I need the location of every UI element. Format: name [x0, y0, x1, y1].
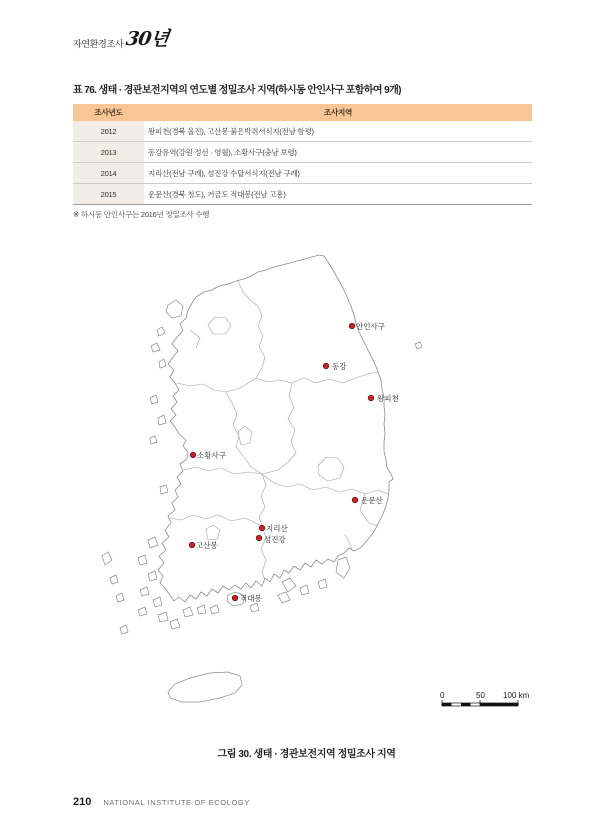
- table-row: [73, 163, 532, 184]
- korea-survey-map: [90, 245, 540, 720]
- series-title: 자연환경조사: [73, 39, 124, 49]
- areas-cell: 운문산(경북 청도), 거금도 적대봉(전남 고흥): [144, 184, 532, 205]
- svg-text:왕피천: 왕피천: [377, 394, 399, 403]
- survey-sites-table: [73, 104, 532, 205]
- site-marker-jeokdaebong: [232, 593, 262, 603]
- svg-text:섬진강: 섬진강: [264, 535, 286, 544]
- year-cell: 2013: [73, 142, 144, 163]
- year-cell: 2012: [73, 121, 144, 142]
- scale-label-max: 100 km: [503, 691, 530, 700]
- svg-text:고산봉: 고산봉: [196, 541, 218, 550]
- year-cell: 2015: [73, 184, 144, 205]
- table-title: 표 76. 생태 · 경관보전지역의 연도별 정밀조사 지역(하시동 안인사구 포함하여 9개): [73, 85, 401, 96]
- page-footer: [73, 796, 250, 808]
- site-marker-gosanbong: [189, 540, 218, 550]
- scale-label-mid: 50: [476, 691, 485, 700]
- site-marker-anin-dune: [349, 321, 386, 331]
- scale-label-zero: 0: [440, 691, 445, 700]
- figure-caption: 그림 30. 생태 · 경관보전지역 정밀조사 지역: [217, 749, 396, 760]
- areas-cell: 지리산(전남 구례), 섬진강 수달서식지(전남 구례): [144, 163, 532, 184]
- column-header-year: 조사년도: [73, 104, 144, 121]
- year-cell: 2014: [73, 163, 144, 184]
- table-row: [73, 184, 532, 205]
- series-30th-logo: 30년: [124, 28, 170, 50]
- svg-text:적대봉: 적대봉: [240, 594, 262, 603]
- site-marker-seomjingang: [256, 534, 286, 544]
- site-marker-sohwang-dune: [190, 450, 227, 460]
- svg-text:지리산: 지리산: [266, 524, 288, 533]
- column-header-areas: 조사지역: [144, 104, 532, 121]
- site-marker-unmunsan: [352, 495, 383, 505]
- svg-text:안인사구: 안인사구: [356, 322, 385, 331]
- mainland-outline: [158, 255, 393, 602]
- table-row: [73, 142, 532, 163]
- table-header-row: [73, 104, 532, 121]
- areas-cell: 왕피천(경북 울진), 고산봉 붉은박쥐서식지(전남 함평): [144, 121, 532, 142]
- scale-bar: [440, 691, 530, 706]
- svg-text:소황사구: 소황사구: [197, 451, 226, 460]
- site-marker-donggang: [323, 361, 347, 371]
- table-row: [73, 121, 532, 142]
- table-footnote: ※ 하시동 안인사구는 2016년 정밀조사 수행: [73, 210, 210, 219]
- svg-text:운문산: 운문산: [361, 496, 383, 505]
- site-marker-wangpicheon: [368, 393, 399, 403]
- areas-cell: 동강유역(강원 정선 · 영월), 소황사구(충남 보령): [144, 142, 532, 163]
- publisher-name: NATIONAL INSTITUTE OF ECOLOGY: [103, 798, 250, 807]
- running-header: [73, 26, 168, 50]
- page-number: 210: [73, 796, 92, 808]
- jeju-island-outline: [168, 672, 242, 702]
- svg-text:동강: 동강: [332, 362, 347, 371]
